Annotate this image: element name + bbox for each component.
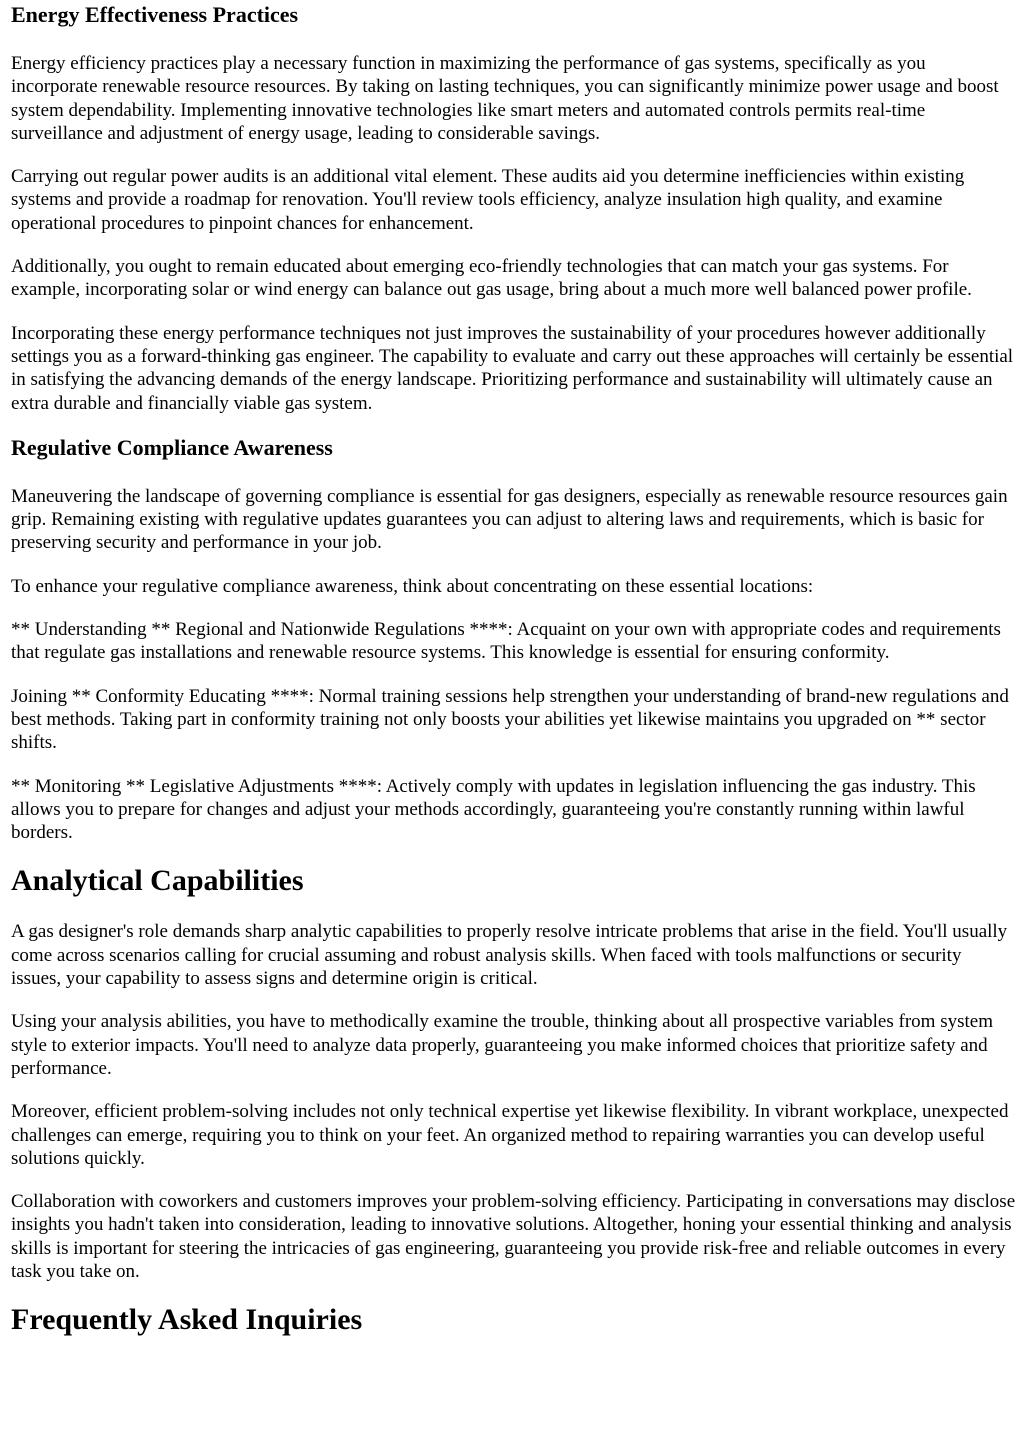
paragraph: To enhance your regulative compliance awareness, think about concentrating on these essential locations: xyxy=(11,575,814,597)
paragraph: Collaboration with coworkers and customers improves your problem-solving efficiency. Participating in conversations may disclose insights you hadn't taken into consideration, leading to innovative solutions. Altogether, honing your essential thinking and analysis skills is important for steering the intricacies of gas engineering, guaranteeing you provide risk-free and reliable outcomes in every task you take on. xyxy=(11,1191,1016,1282)
section-heading: Analytical Capabilities xyxy=(11,864,304,898)
section-faq xyxy=(11,1303,1016,1337)
paragraph: Maneuvering the landscape of governing compliance is essential for gas designers, especially as renewable resource resources gain grip. Remaining existing with regulative updates guarantees you can adjust to altering laws and requirements, which is basic for preserving security and performance in your job. xyxy=(11,485,1008,554)
section-analytical-capabilities xyxy=(11,864,1016,1283)
paragraph: Energy efficiency practices play a necessary function in maximizing the performance of gas systems, specifically as you incorporate renewable resource resources. By taking on lasting techniques, you can significantly minimize power usage and boost system dependability. Implementing innovative technologies like smart meters and automated controls permits real-time surveillance and adjustment of energy usage, leading to considerable savings. xyxy=(11,53,999,144)
section-heading: Regulative Compliance Awareness xyxy=(11,434,333,460)
section-energy-effectiveness xyxy=(11,2,1016,415)
section-regulative-compliance xyxy=(11,435,1016,845)
paragraph: Moreover, efficient problem-solving includes not only technical expertise yet likewise flexibility. In vibrant workplace, unexpected challenges can emerge, requiring you to think on your feet. An organized method to repairing warranties you can develop useful solutions quickly. xyxy=(11,1101,1009,1169)
article-page xyxy=(0,2,1024,1337)
section-heading: Energy Effectiveness Practices xyxy=(11,2,299,27)
paragraph: A gas designer's role demands sharp analytic capabilities to properly resolve intricate problems that arise in the field. You'll usually come across scenarios calling for crucial assuming and robust analysis skills. When faced with tools malfunctions or security issues, your capability to assess signs and determine origin is critical. xyxy=(11,921,1008,990)
paragraph: Additionally, you ought to remain educated about emerging eco-friendly technologies that can match your gas systems. For example, incorporating solar or wind energy can balance out gas usage, bring about a much more well balanced power profile. xyxy=(11,256,972,301)
paragraph: Using your analysis abilities, you have to methodically examine the trouble, thinking about all prospective variables from system style to exterior impacts. You'll need to analyze data properly, guaranteeing you make informed choices that prioritize safety and performance. xyxy=(11,1011,993,1079)
paragraph: Joining ** Conformity Educating ****: Normal training sessions help strengthen your understanding of brand-new regulations and best methods. Taking part in conformity training not only boosts your abilities yet likewise maintains you upgraded on ** sector shifts. xyxy=(11,685,1009,754)
section-heading: Frequently Asked Inquiries xyxy=(11,1303,363,1337)
paragraph: Carrying out regular power audits is an additional vital element. These audits aid you determine inefficiencies within existing systems and provide a roadmap for renovation. You'll review tools efficiency, analyze insulation high quality, and examine operational procedures to pinpoint chances for enhancement. xyxy=(11,166,965,234)
paragraph: Incorporating these energy performance techniques not just improves the sustainability of your procedures however additionally settings you as a forward-thinking gas engineer. The capability to evaluate and carry out these approaches will certainly be essential in satisfying the advancing demands of the energy landscape. Prioritizing performance and sustainability will ultimately cause an extra durable and financially viable gas system. xyxy=(11,322,1014,414)
paragraph: ** Monitoring ** Legislative Adjustments ****: Actively comply with updates in legislation influencing the gas industry. This allows you to prepare for changes and adjust your methods accordingly, guaranteeing you're constantly running within lawful borders. xyxy=(11,775,976,844)
paragraph: ** Understanding ** Regional and Nationwide Regulations ****: Acquaint on your own with appropriate codes and requirements that regulate gas installations and renewable resource systems. This knowledge is essential for ensuring conformity. xyxy=(11,619,1001,664)
